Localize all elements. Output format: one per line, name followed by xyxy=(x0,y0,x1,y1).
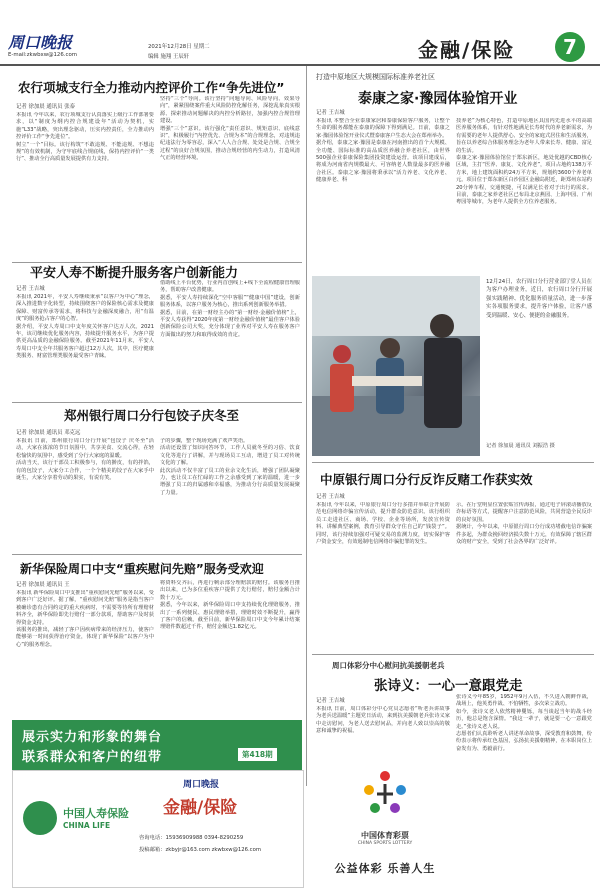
byline-zhengzhou-bank: 记者 徐加晨 通讯员 邓克远 xyxy=(16,430,81,436)
lottery-logo-icon xyxy=(355,764,415,824)
body-pingan-col2: 借助线上平台优势，行业内首创线上+线下全流程健康管理服务，帮助客户改善健康。 据悉，平安人寿持续深化“空中客服”“健康中国”建设，创新服务体系，以客户服务为核心，推出系列创新服务举措。 据悉，目前，在第一财经主办的“第一财经·金融价值榜”上，平安人寿获得“2020年度第一财经金融价值榜”最佳客户体验创新保险公司大奖，充分体现了业界对平安人寿在服务客户方面做出的努力和取得成效的肯定。 xyxy=(160,280,300,338)
body-zhang-col1: 本报讯 日前，周口体彩分中心党员志愿者“听老兵讲故事 为老兵送温暖”主题党日活动，来到抗美援朝老兵张诗义家中走访慰问，为老人送去慰问品，并向老人致以崇高的敬意和诚挚的祝福。 xyxy=(316,706,450,735)
body-zhang-col2: 张诗义今年85岁，1952年9月入伍，不久进入朝鲜作战，战场上，他英勇作战、不怕牺牲，多次荣立战功。 如今，张诗义老人依然精神矍铄，每当谈起当年的战斗经历，他总是饱含深情。“我这一辈子，就是要一心一意跟党走。”张诗义老人说。 志愿者们认真聆听老人讲述革命故事，深受教育和鼓舞，纷纷表示将传承红色基因，弘扬抗美援朝精神，在本职岗位上奋发有为、勇毅前行。 xyxy=(456,694,592,752)
chinalife-ad-body xyxy=(12,770,304,888)
byline-zhongyuan-bank: 记者 王吉城 xyxy=(316,494,345,500)
ad-email-line: 投稿邮箱：zkbyjr@163.com zkwbxw@126.com xyxy=(139,847,261,853)
editor-line: 编辑 施翔 王辰轩 xyxy=(148,54,190,60)
body-pingan-col1: 本报讯 2021年，平安人寿继续秉承“以客户为中心”理念，深入推进数字化转型，持续围绕客户的保险核心需求及健康保障、财富传承等需求，将科技与金融深度融合，用“有温度”的服务抢占客户的心智。 据介绍，平安人寿周口中支年度关怀客户达万人次。2021年，该司继续优化服务内容，持续提升服务水平，为客户提供更高品质的金融保险服务。截至2021年11月末，平安人寿周口中支全年共服务客户超过12万人次，其中，医疗健康类服务、财富管理类服务最受客户青睐。 xyxy=(16,294,154,360)
photo-caption: 12月24日，农行周口分行营业部厅堂人员在为客户办理业务，近日，农行周口分行开展强实践精神、优化服务质量活动，进一步落实各项服务要求，提升客户体验，让客户感受到温暖、安心、便捷的金融服务。 xyxy=(486,279,592,319)
masthead-email: E-mail:zkwbxw@126.com xyxy=(8,52,78,58)
headline-zhang-shiyi: 张诗义：一心一意跟党走 xyxy=(374,678,523,694)
byline-taikang: 记者 王吉城 xyxy=(316,110,345,116)
body-zhengzhou-col1: 本报讯 日前，郑州银行周口分行开展“包饺子 庆冬至”活动，大家在浓浓的节日氛围中，共享美食、交流心得，在轻松愉快的氛围中，感受到了分行大家庭的温暖。 活动当天，该行干部员工积极参与，有的擀皮，有的拌馅，有的包饺子，大家分工合作，一个个精美的饺子在大家手中诞生，大家分享着劳动的果实，有说有笑。 xyxy=(16,438,154,482)
chinalife-name-en: CHINA LIFE xyxy=(63,821,111,830)
ad-issue-badge: 第418期 xyxy=(238,748,277,761)
headline-taikang: 泰康之家·豫园体验馆开业 xyxy=(358,91,518,107)
body-zhongyuan-col2: 示。在厅堂明显位置张贴宣传海报，通过电子屏滚动播放反诈标语等方式，提醒客户注意防范风险，共同营造全民反诈的良好氛围。 据统计，今年以来，中原银行周口分行成功堵截电信诈骗案件多起，为群众挽回经济损失数十万元，有效保障了辖区群众的财产安全，受到了社会各界的广泛好评。 xyxy=(456,502,592,546)
body-zhengzhou-col2: 子的步骤，整个现场充满了欢声笑语。 活动还设置了知识问答环节，工作人员就冬至的习俗、饮食文化等进行了讲解，并与现场员工互动，增进了员工对传统文化的了解。 此次活动不仅丰富了员工的业余文化生活，增强了团队凝聚力，也让员工在忙碌的工作之余感受到了家的温暖，进一步增强了员工的归属感和幸福感，为推动分行高质量发展凝聚了力量。 xyxy=(160,438,300,496)
byline-pingan: 记者 王吉城 xyxy=(16,286,45,292)
section-title: 金融/保险 xyxy=(418,38,516,62)
body-abc-col1: 本报讯 今年以来，农行项城支行认真落实上级行工作部署要求，以“制度为纲内控合规建设年”活动为契机，实施“L33”战略，突出理念驱动，压实内控责任，全力推动内控评价工作“争先进位”。 树立“一个”目标。该行构筑“不敢违规、不能违规、不想违规”的有效机制，为守牢底线合规底线，保持内控评价“一类行”、推动全行高质量发展提供有力支持。 xyxy=(16,112,154,163)
photo-abc-service xyxy=(312,276,480,456)
masthead-logo: 周口晚报 xyxy=(8,33,73,52)
ad-slogan-line1: 展示实力和形象的舞台 xyxy=(22,730,163,745)
headline-abc-xiangcheng: 农行项城支行全力推动内控评价工作“争先进位” xyxy=(18,80,285,95)
chinalife-ad-banner xyxy=(12,720,302,770)
page-number: 7 xyxy=(555,32,585,62)
body-taikang-col1: 本报讯 本整合全业泰康家居和泰康保险客户服务，让整个生命的服务都能在泰康的保障下得到满足。日前，泰康之家·豫园体验馆开业仪式暨泰康客户生态大会在郑州举办。 据介绍，泰康之家·豫园是泰康在河南推出的首个大规模、全功能、国际标准的高品质医养融合养老社区，由世界500强企业泰康保险集团投资建设运营。该项目建成后，将成为河南省内规模最大、可容纳老人数量最多的医养融合社区。泰康之家·豫园将秉承以“活力养老、文化养老、健康养老、科 xyxy=(316,118,450,184)
body-taikang-col2: 技养老”为核心特色，打造中原地区具国内先进水平的高端医养服务体系，有针对性地满足长寿时代的养老新需求，为有需要的老年人提供舒心、安全的家庭式居住和生活服务，旨在以养老综合体服务理念为老年人带来长寿、健康、富足的生活。 泰康之家·豫园体验馆位于郑东新区，地处优越的CBD核心区域，主打“医养、康复、文化养老”，项目占地约138万平方米，地上建筑面积约24万平方米，规划约3600个养老单元。项目位于郑东新区白沙园区金融岛附近，距郑州东站约20分钟车程，交通便捷，可以满足长者对于出行的需求。目前，泰康之家养老社区已布局北京燕园、上海申园、广州粤园等城市，为老年人提供全方位养老服务。 xyxy=(456,118,592,206)
kicker-taikang: 打造中原地区大规模国际标准养老社区 xyxy=(316,73,435,81)
lottery-name-cn: 中国体育彩票 xyxy=(361,831,409,840)
headline-zhengzhou-bank: 郑州银行周口分行包饺子庆冬至 xyxy=(64,408,240,423)
chinalife-logo-icon xyxy=(23,801,57,835)
body-xinhua-col2: 将资料交齐后，再进行剩余部分理赔款的赔付。该服务自推出以来，已为多位重疾客户提供了先行赔付，赔付金额合计数十万元。 据悉，今年以来，新华保险周口中支持续优化理赔服务，推出了一系列便民、惠民理赔举措，理赔时效不断提升，赢得了客户的信赖。截至目前，新华保险周口中支今年累计结案理赔件数超过千件，赔付金额达1.82亿元。 xyxy=(160,580,300,631)
lottery-name-en: CHINA SPORTS LOTTERY xyxy=(357,841,413,846)
photo-credit: 记者 徐加晨 通讯员 刘振浩 摄 xyxy=(486,443,555,449)
photo-illustration xyxy=(312,276,480,456)
body-abc-col2: 坚持“三个”导向。该行坚持“问题导向、风险导向、效果导向”，紧紧围绕案件重大风险防控化解任务，深挖乱象真实根源、探索推动问题解决的内控分析路径，加强内控合规管理建设。 增强“三个”意识。该行强化“责任意识、规矩意识、底线意识”，积极履行“内控优先、合规为本”的合规理念，对违规违纪违法行为零容忍，深入“人人合合规、处处是合规、合规全过程”的良好合规氛围，推动合规经营的内生动力，打造风清气正的经营环境。 xyxy=(160,96,300,162)
date-line: 2021年12月28日 星期二 xyxy=(148,44,210,50)
headline-xinhua-insurance: 新华保险周口中支“重疾慰问先赔”服务受欢迎 xyxy=(20,562,264,576)
headline-pingan: 平安人寿不断提升服务客户创新能力 xyxy=(30,266,239,281)
ad-section-name: 金融/保险 xyxy=(163,798,238,818)
ad-slogan-line2: 联系群众和客户的纽带 xyxy=(22,750,163,765)
ad-paper-name: 周口晚报 xyxy=(183,780,220,790)
lottery-slogan: 公益体彩 乐善人生 xyxy=(334,862,436,875)
headline-zhongyuan-bank: 中原银行周口分行反诈反赌工作获实效 xyxy=(320,472,533,487)
byline-zhang-shiyi: 记者 王吉城 xyxy=(316,698,345,704)
body-xinhua-col1: 本报讯 新华保险周口中支推出“重疾慰问先赔”服务以来，受到客户广泛好评。据了解，“重疾慰问先赔”服务是指当客户被确诊患有合同约定的重大疾病时，不需要等待所有理赔材料齐全，新华保险即先行赔付一部分款项，帮助客户及时获得资金支持。 该服务的推出，减轻了客户因疾病带来的经济压力，使客户能够第一时间获得治疗资金，体现了新华保险“以客户为中心”的服务理念。 xyxy=(16,590,154,648)
ad-phone-line: 咨询电话：15936909988 0394-8290259 xyxy=(139,835,244,841)
byline-abc: 记者 徐加晨 通讯员 张泰 xyxy=(16,104,76,110)
byline-xinhua-insurance: 记者 徐加晨 通讯员 王 xyxy=(16,582,70,588)
lottery-ad xyxy=(320,750,450,886)
chinalife-name-cn: 中国人寿保险 xyxy=(63,807,129,820)
kicker-zhang-shiyi: 周口体彩分中心慰问抗美援朝老兵 xyxy=(332,661,445,670)
body-zhongyuan-col1: 本报讯 今年以来，中原银行周口分行多措并举联合开展防范电信网络诈骗宣传活动，提升群众防范意识。该行组织员工走进社区、商场、学校、企业等场所，发放宣传资料、讲解典型案例，教育引导群众守住自己的“钱袋子”。同时，该行持续加强对可疑交易的监测力度，切实保护客户资金安全，有效遏制电信网络诈骗犯罪的发生。 xyxy=(316,502,450,546)
